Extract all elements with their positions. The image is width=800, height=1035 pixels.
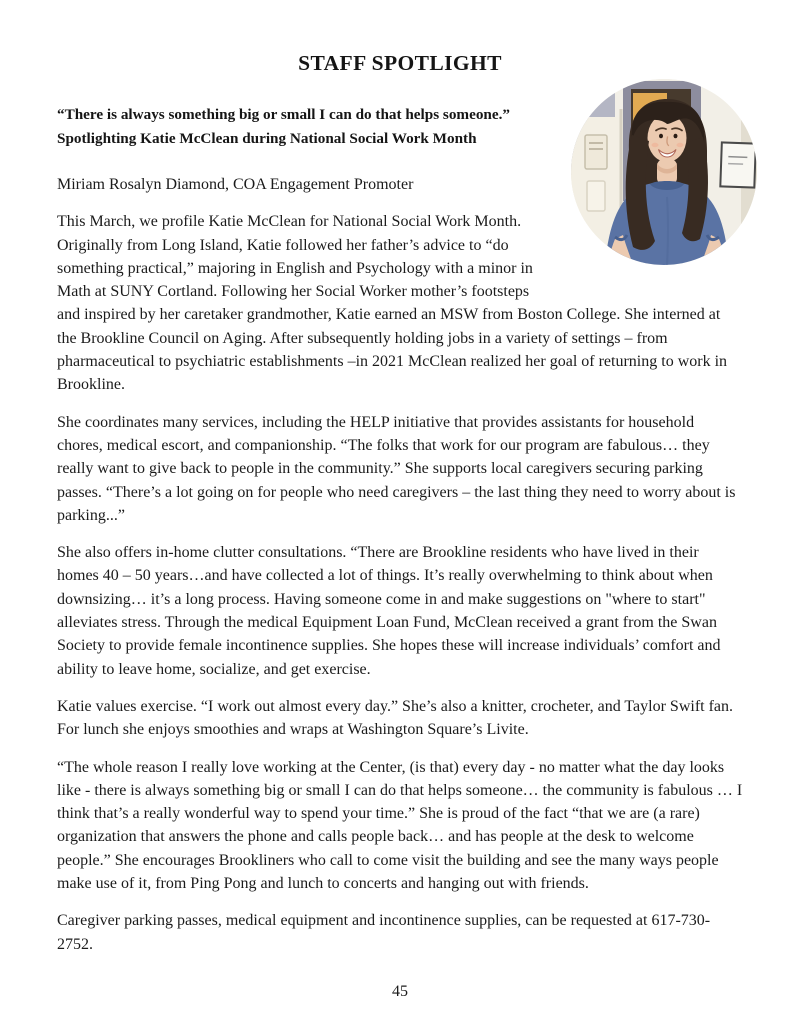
- paragraph-quote: “The whole reason I really love working at the Center, (is that) every day - no matter what the day looks like - there is always something big or small I can do that helps someone… the community is fabulous … I think that’s a really wonderful way to spend your time.” She is proud of the fact “that we are (a rare) organization that answers the phone and calls people back… and has people at the desk to welcome people.” She encourages Brookliners who call to come visit the building and see the many ways people make use of it, from Ping Pong and lunch to concerts and hanging out with friends.: [57, 758, 743, 893]
- paragraph-services: She coordinates many services, including the HELP initiative that provides assistants for household chores, medical escort, and companionship. “The folks that work for our program are fabulous… they really want to give back to people in the community.” She supports local caregivers securing parking passes. “There’s a lot going on for people who need caregivers – the last thing they need to worry about is parking...”: [57, 413, 736, 524]
- staff-photo: [567, 79, 759, 291]
- paragraph-contact: Caregiver parking passes, medical equipment and incontinence supplies, can be requested at 617-730-2752.: [57, 912, 711, 953]
- paragraph-clutter: She also offers in-home clutter consultations. “There are Brookline residents who have lived in their homes 40 – 50 years…and have collected a lot of things. It’s really overwhelming to think about when downsizing… it’s a long process. Having someone come in and make suggestions on "where to start" alleviates stress. Through the medical Equipment Loan Fund, McClean received a grant from the Swan Society to provide female incontinence supplies. She hopes these will increase individuals’ comfort and ability to leave home, socialize, and get exercise.: [57, 544, 721, 678]
- paragraph-personal: Katie values exercise. “I work out almost every day.” She’s also a knitter, crocheter, and Taylor Swift fan. For lunch she enjoys smoothies and wraps at Washington Square’s Livite.: [57, 697, 734, 739]
- paragraph-intro: This March, we profile Katie McClean for National Social Work Month. Originally from Long Island, Katie followed her father’s advice to “do something practical,” majoring in English and Psychology with a minor in Math at SUNY Cortland. Following her Social Worker mother’s footsteps and inspired by her caretaker grandmother, Katie earned an MSW from Boston College. She interned at the Brookline Council on Aging. After subsequently holding jobs in a variety of settings – from pharmaceutical to psychiatric establishments –in 2021 McClean realized her goal of returning to work in Brookline.: [57, 213, 728, 394]
- headline-quote: “There is always something big or small I can do that helps someone.”: [57, 106, 510, 123]
- article-byline: Miriam Rosalyn Diamond, COA Engagement Promoter: [57, 176, 414, 193]
- article-content: [57, 103, 743, 956]
- page-number: 45: [392, 983, 408, 1000]
- staff-photo-circle: [571, 79, 757, 265]
- headline-subtitle: Spotlighting Katie McClean during National Social Work Month: [57, 130, 477, 147]
- page-title: STAFF SPOTLIGHT: [298, 51, 502, 75]
- staff-photo-illustration: [571, 79, 757, 265]
